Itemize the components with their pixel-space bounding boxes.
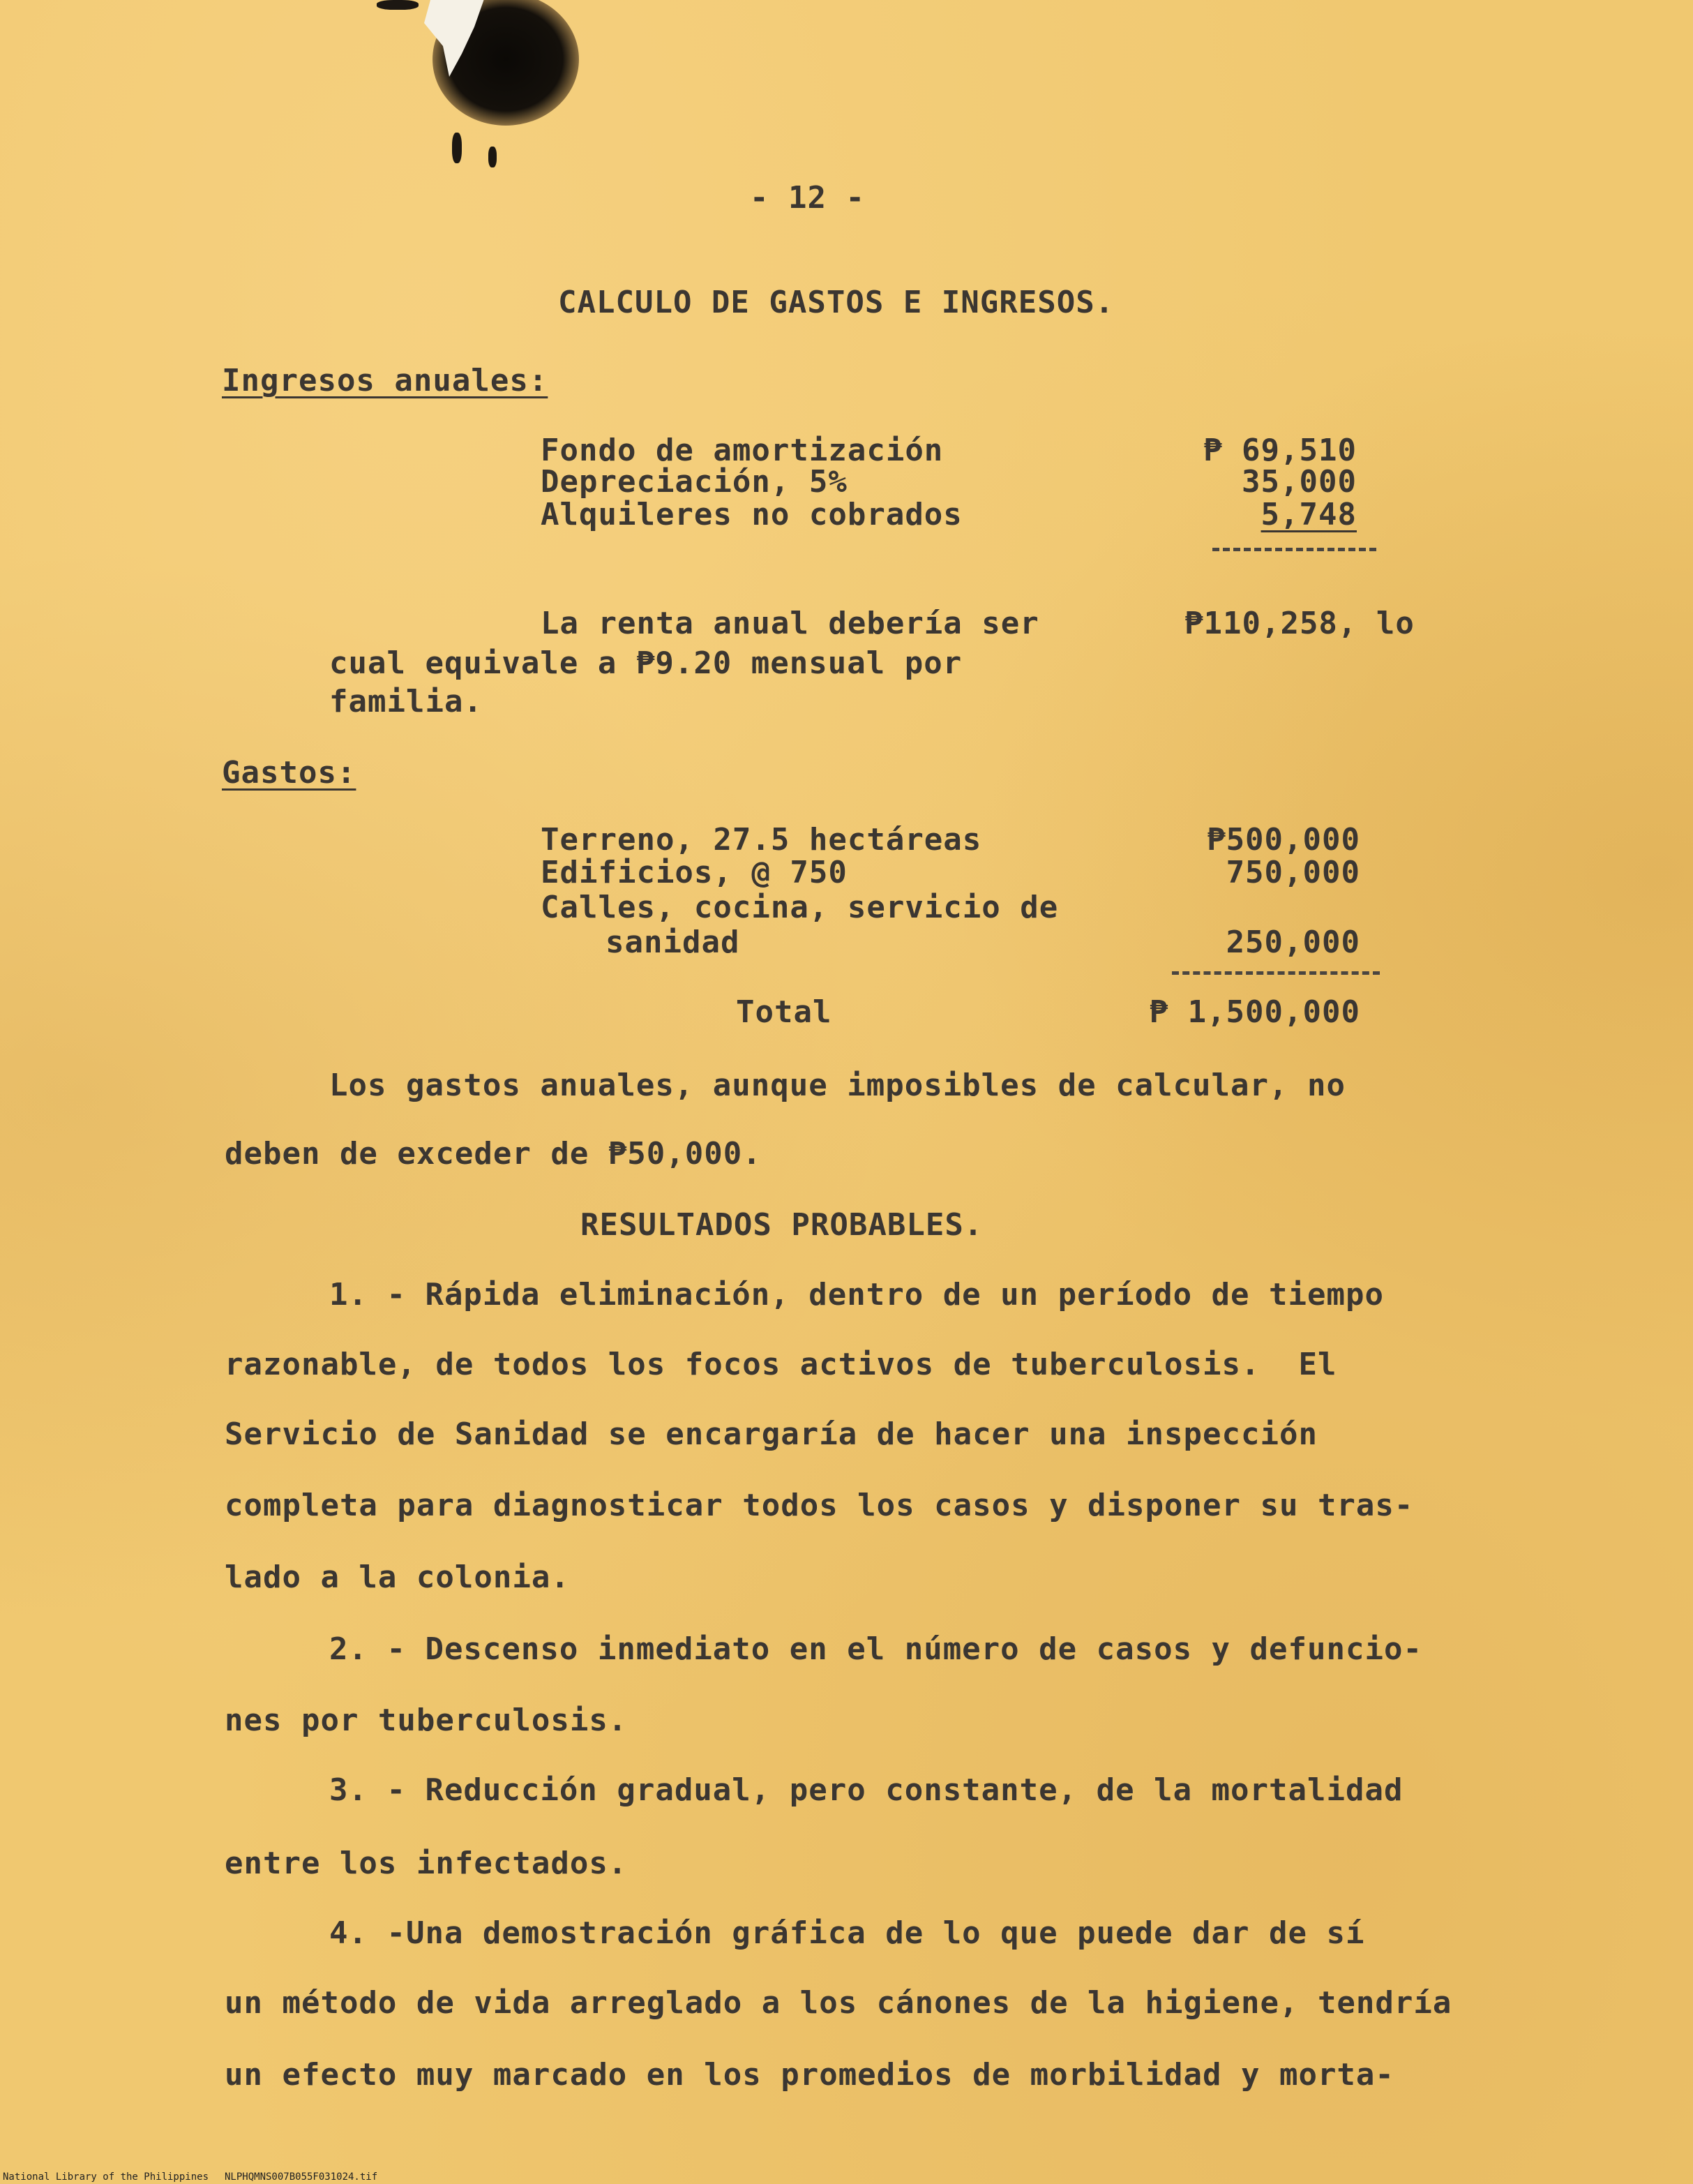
total-value: ₱ 1,500,000	[1149, 994, 1360, 1030]
gastos-row-value: ₱500,000	[1207, 822, 1360, 858]
ingresos-row-label: Fondo de amortización	[541, 433, 944, 468]
ingresos-row-value: 5,748	[1261, 497, 1357, 532]
ingresos-row-label: Depreciación, 5%	[541, 464, 848, 500]
renta-line-2: cual equivale a ₱9.20 mensual por	[329, 645, 963, 681]
gastos-row-label: sanidad	[605, 925, 740, 960]
paragraph-line: 2. - Descenso inmediato en el número de casos y defuncio-	[329, 1631, 1422, 1667]
paragraph-line: Servicio de Sanidad se encargaría de hacer una inspección	[225, 1416, 1318, 1452]
paragraph-line: deben de exceder de ₱50,000.	[225, 1136, 762, 1172]
paragraph-line: 1. - Rápida eliminación, dentro de un período de tiempo	[329, 1277, 1384, 1312]
scan-footer-left: National Library of the Philippines	[3, 2171, 209, 2183]
gastos-row-label: Edificios, @ 750	[541, 855, 848, 890]
section-heading: RESULTADOS PROBABLES.	[580, 1207, 984, 1243]
gastos-heading: Gastos:	[222, 755, 356, 791]
total-label: Total	[736, 994, 832, 1030]
ingresos-row-label: Alquileres no cobrados	[541, 497, 963, 532]
ingresos-row-value: ₱ 69,510	[1203, 433, 1357, 468]
paragraph-line: lado a la colonia.	[225, 1560, 570, 1595]
ink-mark	[488, 147, 497, 167]
renta-value: ₱110,258, lo	[1184, 606, 1415, 641]
paragraph-line: un efecto muy marcado en los promedios de morbilidad y morta-	[225, 2057, 1394, 2093]
paragraph-line: un método de vida arreglado a los cánones de la higiene, tendría	[225, 1985, 1452, 2021]
paragraph-line: Los gastos anuales, aunque imposibles de calcular, no	[329, 1068, 1346, 1103]
paragraph-line: completa para diagnosticar todos los casos y disponer su tras-	[225, 1488, 1414, 1523]
paragraph-line: 4. -Una demostración gráfica de lo que puede dar de sí	[329, 1915, 1365, 1951]
page-title: CALCULO DE GASTOS E INGRESOS.	[558, 285, 1115, 320]
ingresos-row-value: 35,000	[1242, 464, 1357, 500]
sum-rule	[1172, 971, 1380, 975]
renta-line-1: La renta anual debería ser	[541, 606, 1039, 641]
ink-mark	[377, 0, 419, 10]
renta-line-3: familia.	[329, 684, 483, 719]
gastos-row-value: 750,000	[1226, 855, 1360, 890]
paragraph-line: razonable, de todos los focos activos de tuberculosis. El	[225, 1347, 1337, 1382]
paragraph-line: 3. - Reducción gradual, pero constante, de la mortalidad	[329, 1772, 1404, 1808]
sum-rule	[1212, 548, 1376, 551]
scan-footer-right: NLPHQMNS007B055F031024.tif	[225, 2171, 378, 2183]
gastos-row-label: Terreno, 27.5 hectáreas	[541, 822, 982, 858]
paragraph-line: entre los infectados.	[225, 1846, 628, 1881]
gastos-row-value: 250,000	[1226, 925, 1360, 960]
ink-mark	[452, 133, 462, 163]
gastos-row-label: Calles, cocina, servicio de	[541, 890, 1059, 925]
ingresos-heading: Ingresos anuales:	[222, 363, 548, 398]
paragraph-line: nes por tuberculosis.	[225, 1703, 628, 1738]
page-number: - 12 -	[750, 180, 865, 216]
